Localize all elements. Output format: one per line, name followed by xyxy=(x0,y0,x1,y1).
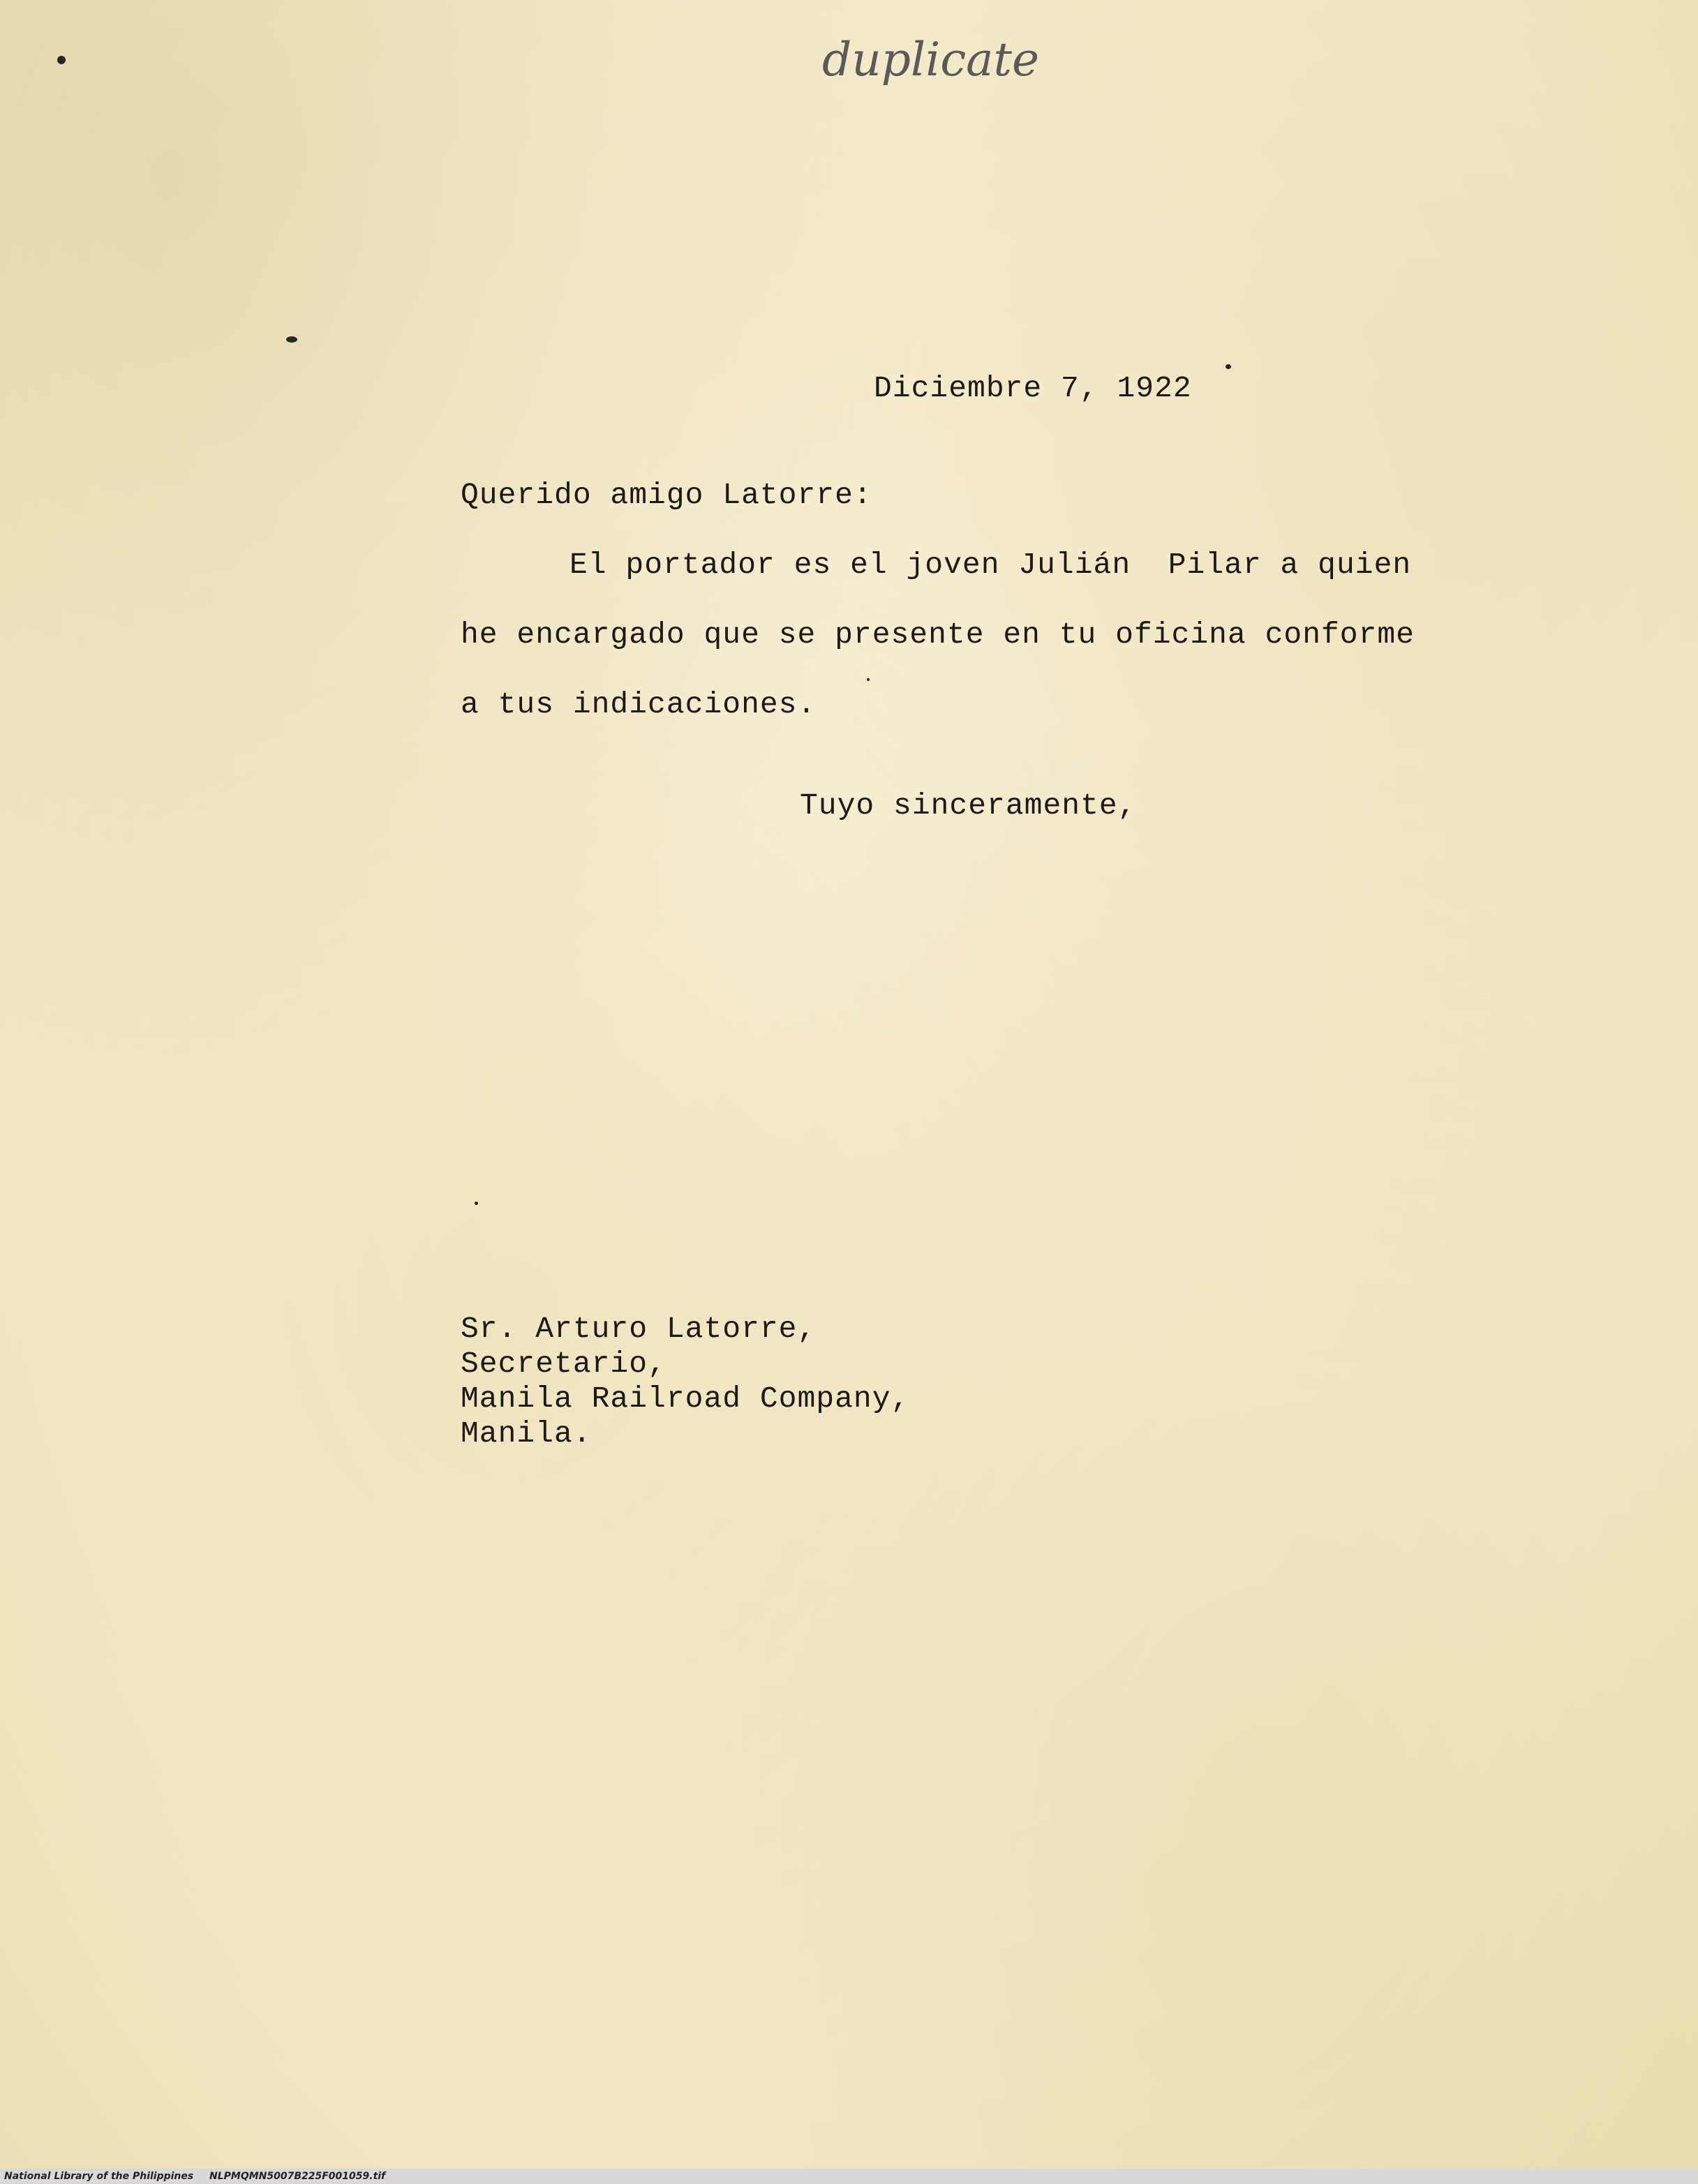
body-line: he encargado que se presente en tu oficina conforme xyxy=(461,618,1415,652)
ink-speck xyxy=(475,1202,478,1205)
salutation: Querido amigo Latorre: xyxy=(461,478,872,512)
footer-library: National Library of the Philippines xyxy=(4,2171,194,2182)
footer-strip xyxy=(0,2169,1698,2184)
closing: Tuyo sinceramente, xyxy=(800,788,1137,823)
handwritten-annotation xyxy=(817,21,1040,126)
ink-speck xyxy=(57,56,66,64)
ink-speck xyxy=(867,678,870,681)
address-line: Sr. Arturo Latorre, xyxy=(461,1312,817,1346)
address-line: Secretario, xyxy=(461,1347,666,1381)
ink-speck xyxy=(1226,364,1231,369)
letter-date: Diciembre 7, 1922 xyxy=(874,371,1192,405)
body-line: a tus indicaciones. xyxy=(461,687,817,721)
body-line: El portador es el joven Julián Pilar a quien xyxy=(569,548,1412,582)
address-line: Manila. xyxy=(461,1416,592,1451)
footer-file-id: NLPMQMN5007B225F001059.tif xyxy=(209,2171,386,2182)
address-line: Manila Railroad Company, xyxy=(461,1382,910,1416)
annotation-text: duplicate xyxy=(822,33,1040,87)
ink-speck xyxy=(286,336,297,343)
